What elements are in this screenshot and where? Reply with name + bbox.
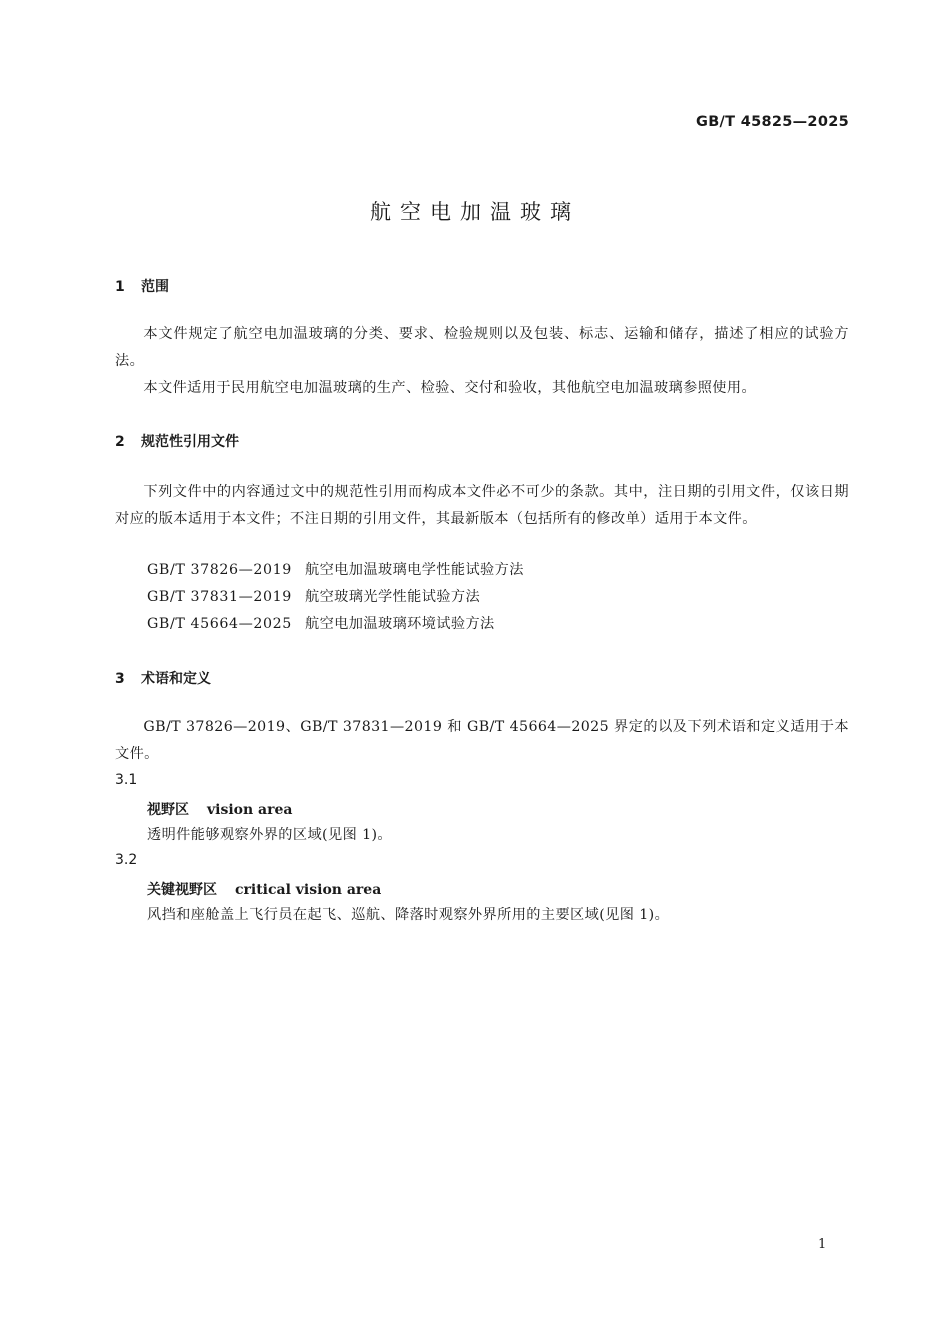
section-3-paragraph: GB/T 37826—2019、GB/T 37831—2019 和 GB/T 45664—2025 界定的以及下列术语和定义适用于本文件。 [115, 719, 849, 762]
standard-code: GB/T 45825—2025 [696, 114, 849, 130]
section-1-heading [115, 276, 169, 296]
section-3-title: 术语和定义 [141, 671, 211, 687]
term-definition: 透明件能够观察外界的区域(见图 1)。 [147, 827, 393, 843]
section-1-paragraph-1: 本文件规定了航空电加温玻璃的分类、要求、检验规则以及包装、标志、运输和储存，描述了相应的试验方法。 [115, 326, 849, 369]
section-1-number: 1 [115, 279, 125, 295]
reference-item [147, 586, 480, 606]
term-definition: 风挡和座舱盖上飞行员在起飞、巡航、降落时观察外界所用的主要区域(见图 1)。 [147, 907, 670, 923]
term-number: 3.2 [115, 852, 138, 868]
section-2-number: 2 [115, 434, 125, 450]
section-2-paragraph: 下列文件中的内容通过文中的规范性引用而构成本文件必不可少的条款。其中，注日期的引用文件，仅该日期对应的版本适用于本文件；不注日期的引用文件，其最新版本（包括所有的修改单）适用于本文件。 [115, 484, 849, 527]
term-zh: 关键视野区 [147, 882, 217, 898]
reference-code: GB/T 37826—2019 [147, 562, 292, 578]
reference-title: 航空玻璃光学性能试验方法 [305, 589, 481, 605]
section-3-heading [115, 668, 211, 688]
reference-title: 航空电加温玻璃环境试验方法 [305, 616, 495, 632]
term-en: critical vision area [235, 882, 382, 898]
reference-item [147, 613, 495, 633]
reference-code: GB/T 45664—2025 [147, 616, 292, 632]
reference-code: GB/T 37831—2019 [147, 589, 292, 605]
document-title: 航空电加温玻璃 [370, 200, 580, 224]
term-number: 3.1 [115, 772, 138, 788]
section-3-number: 3 [115, 671, 125, 687]
page-number: 1 [818, 1237, 827, 1252]
reference-title: 航空电加温玻璃电学性能试验方法 [305, 562, 524, 578]
term-en: vision area [207, 802, 293, 818]
term-zh: 视野区 [147, 802, 189, 818]
section-1-paragraph-2: 本文件适用于民用航空电加温玻璃的生产、检验、交付和验收，其他航空电加温玻璃参照使用。 [143, 380, 757, 396]
section-2-heading [115, 431, 239, 451]
section-2-title: 规范性引用文件 [141, 434, 239, 450]
term-heading [147, 799, 292, 819]
reference-item [147, 559, 524, 579]
section-1-title: 范围 [141, 279, 169, 295]
term-heading [147, 879, 381, 899]
